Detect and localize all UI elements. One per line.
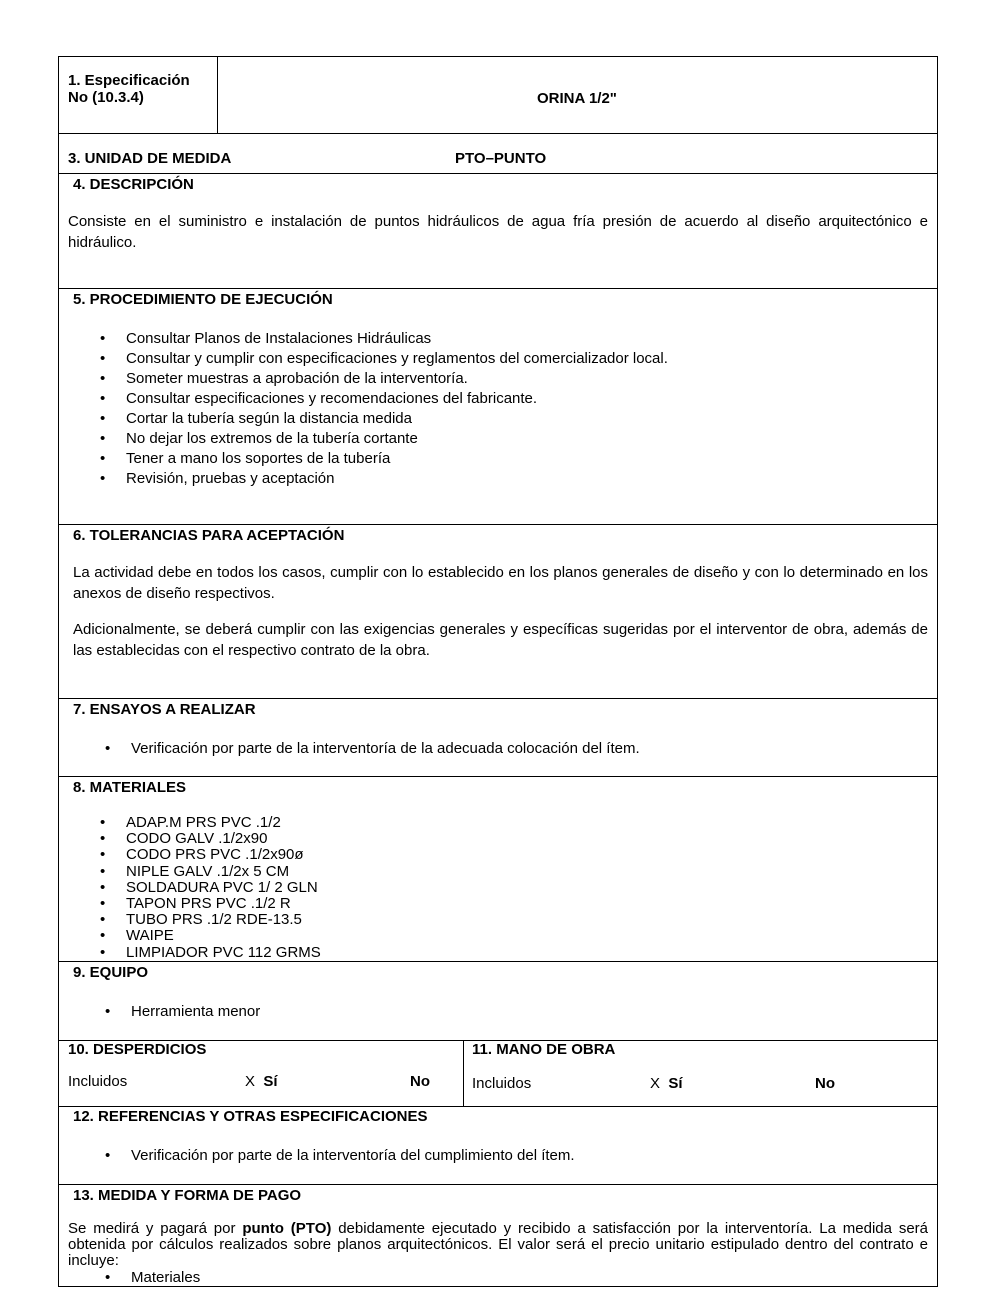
- waste-labor-row: [59, 1041, 937, 1107]
- materials-section: [59, 777, 937, 962]
- unit-value: PTO–PUNTO: [455, 150, 547, 167]
- spec-header-row: [59, 57, 937, 134]
- equipment-heading: 9. EQUIPO: [73, 964, 149, 981]
- tolerances-paragraph-2: Adicionalmente, se deberá cumplir con las exigencias generales y específicas sugeridas por el interventor de obra, además de las establecidas con el respectivo contrato de la obra.: [73, 621, 928, 659]
- tolerances-heading: 6. TOLERANCIAS PARA ACEPTACIÓN: [73, 527, 345, 544]
- procedure-list: [126, 329, 668, 489]
- list-item: • ADAP.M PRS PVC .1/2: [126, 815, 321, 831]
- list-item: • TAPON PRS PVC .1/2 R: [126, 896, 321, 912]
- description-text: Consiste en el suministro e instalación de puntos hidráulicos de agua fría presión de acuerdo al diseño arquitectónico e hidráulico.: [68, 213, 928, 251]
- list-item: • Materiales: [131, 1270, 200, 1286]
- waste-heading: 10. DESPERDICIOS: [68, 1041, 207, 1058]
- references-heading: 12. REFERENCIAS Y OTRAS ESPECIFICACIONES: [73, 1108, 428, 1125]
- list-item: • Consultar y cumplir con especificaciones y reglamentos del comercializador local.: [126, 349, 668, 369]
- procedure-heading: 5. PROCEDIMIENTO DE EJECUCIÓN: [73, 291, 333, 308]
- references-list: [131, 1146, 575, 1166]
- list-item: • CODO GALV .1/2x90: [126, 831, 321, 847]
- tests-list: [131, 739, 640, 759]
- payment-list: [131, 1270, 200, 1286]
- list-item: • LIMPIADOR PVC 112 GRMS: [126, 945, 321, 961]
- unit-label: 3. UNIDAD DE MEDIDA: [68, 150, 232, 167]
- labor-heading: 11. MANO DE OBRA: [472, 1041, 616, 1058]
- payment-heading: 13. MEDIDA Y FORMA DE PAGO: [73, 1187, 302, 1204]
- list-item: • Consultar Planos de Instalaciones Hidráulicas: [126, 329, 668, 349]
- list-item: • TUBO PRS .1/2 RDE-13.5: [126, 912, 321, 928]
- procedure-section: [59, 289, 937, 525]
- waste-yes-mark: X Sí: [245, 1073, 278, 1090]
- labor-included-label: Incluidos: [472, 1075, 532, 1092]
- tolerances-section: [59, 525, 937, 699]
- list-item: • Cortar la tubería según la distancia medida: [126, 409, 668, 429]
- list-item: • Verificación por parte de la interventoría de la adecuada colocación del ítem.: [131, 739, 640, 759]
- description-section: [59, 174, 937, 289]
- tolerances-paragraph-1: La actividad debe en todos los casos, cumplir con lo establecido en los planos generales de diseño y con lo determinado en los anexos de diseño respectivos.: [73, 564, 928, 602]
- spec-label: 1. Especificación No (10.3.4): [68, 72, 190, 106]
- list-item: • Revisión, pruebas y aceptación: [126, 469, 668, 489]
- spec-title: ORINA 1/2": [537, 90, 617, 107]
- list-item: • NIPLE GALV .1/2x 5 CM: [126, 864, 321, 880]
- tests-section: [59, 699, 937, 777]
- description-heading: 4. DESCRIPCIÓN: [73, 176, 194, 193]
- list-item: • No dejar los extremos de la tubería cortante: [126, 429, 668, 449]
- header-divider: [217, 57, 218, 133]
- equipment-section: [59, 962, 937, 1041]
- equipment-list: [131, 1002, 260, 1022]
- list-item: • Consultar especificaciones y recomendaciones del fabricante.: [126, 389, 668, 409]
- unit-row: [59, 134, 937, 174]
- list-item: • Verificación por parte de la interventoría del cumplimiento del ítem.: [131, 1146, 575, 1166]
- list-item: • CODO PRS PVC .1/2x90ø: [126, 847, 321, 863]
- specification-sheet: [58, 56, 938, 1287]
- list-item: • Someter muestras a aprobación de la interventoría.: [126, 369, 668, 389]
- list-item: • Herramienta menor: [131, 1002, 260, 1022]
- labor-no-label: No: [815, 1075, 835, 1092]
- waste-labor-divider: [463, 1041, 464, 1106]
- waste-included-label: Incluidos: [68, 1073, 128, 1090]
- tests-heading: 7. ENSAYOS A REALIZAR: [73, 701, 256, 718]
- waste-no-label: No: [410, 1073, 430, 1090]
- payment-text: Se medirá y pagará por punto (PTO) debidamente ejecutado y recibido a satisfacción por la interventoría. La medida será obtenida por cálculos realizados sobre planos arquitectónicos. El valor será el precio unitario estipulado dentro del contrato e incluye:: [68, 1220, 928, 1269]
- payment-section: [59, 1185, 937, 1288]
- list-item: • SOLDADURA PVC 1/ 2 GLN: [126, 880, 321, 896]
- materials-list: [126, 815, 321, 961]
- references-section: [59, 1107, 937, 1185]
- materials-heading: 8. MATERIALES: [73, 779, 187, 796]
- labor-yes-mark: X Sí: [650, 1075, 683, 1092]
- list-item: • Tener a mano los soportes de la tubería: [126, 449, 668, 469]
- list-item: • WAIPE: [126, 928, 321, 944]
